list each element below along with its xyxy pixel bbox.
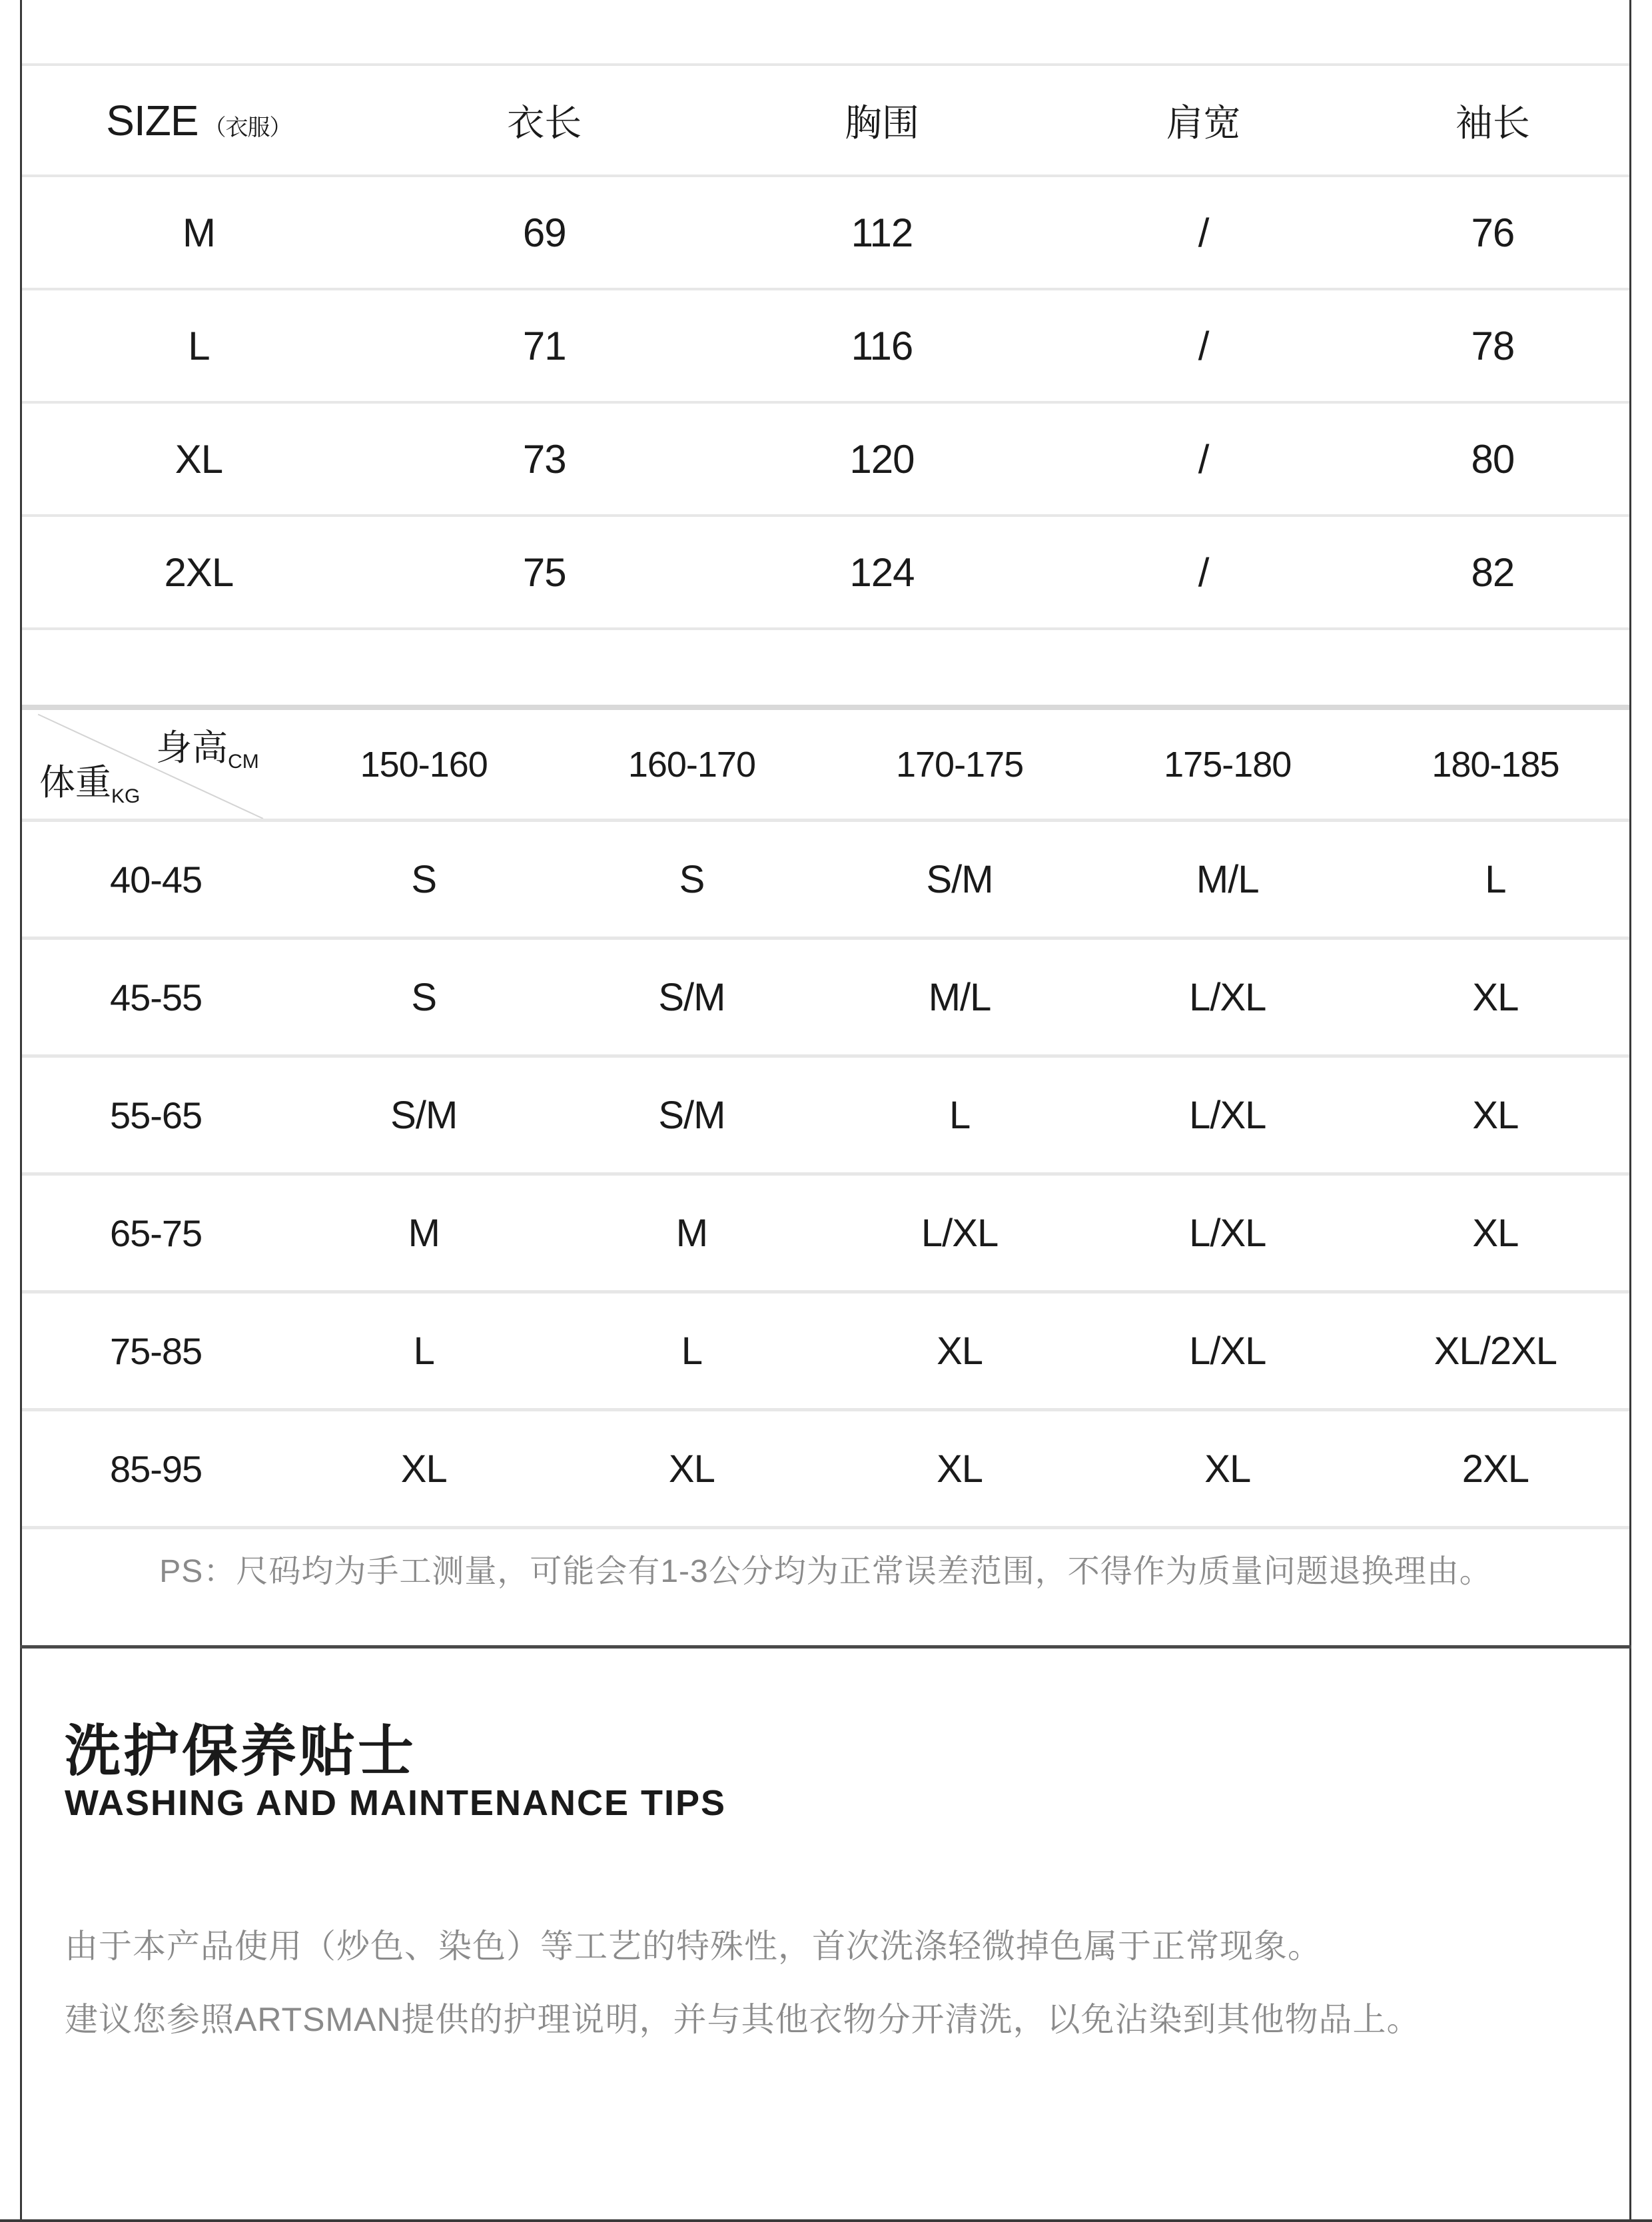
value-cell: 73 [522,436,566,482]
fit-size-cell: XL [400,1447,447,1491]
fit-size-cell: L [1485,857,1506,901]
fit-size-cell: XL [1472,1211,1519,1255]
axis-header-cell [22,710,290,819]
value-cell: / [1198,323,1209,368]
fit-size-cell: M/L [1196,857,1259,901]
measurement-disclaimer-note: PS：尺码均为手工测量，可能会有1-3公分均为正常误差范围，不得作为质量问题退换理由。 [159,1554,1492,1589]
fit-size-cell: L [949,1093,971,1137]
fit-size-cell: L [681,1329,703,1373]
fit-size-cell: S [411,975,437,1019]
size-cell: 2XL [164,550,234,595]
fit-size-cell: L/XL [1189,1329,1266,1373]
size-cell: M [182,210,215,255]
weight-axis-label [39,754,140,808]
section-divider-line [20,1645,1631,1649]
weight-label: 体重 [39,763,111,803]
value-cell: 112 [851,210,913,255]
fit-table-header-row [22,705,1629,819]
size-table-row [22,175,1629,288]
height-unit: CM [228,751,259,773]
weight-range-cell: 40-45 [109,858,203,901]
height-range-header: 150-160 [360,744,488,785]
fit-size-cell: XL/2XL [1434,1329,1557,1373]
value-cell: 120 [849,436,915,482]
height-range-header: 160-170 [627,744,755,785]
size-label: SIZE [106,96,199,145]
weight-range-cell: 55-65 [109,1094,203,1136]
height-axis-label [156,719,259,773]
care-instruction-line: 建议您参照ARTSMAN提供的护理说明，并与其他衣物分开清洗，以免沾染到其他物品上。 [65,2001,1421,2038]
fit-size-cell: L/XL [1189,1211,1266,1255]
fit-size-cell: S/M [658,1093,725,1137]
fit-size-cell: S [411,857,437,901]
value-cell: 124 [849,550,915,595]
value-cell: 76 [1471,210,1515,255]
fit-size-cell: XL [1204,1447,1251,1491]
value-cell: 69 [522,210,566,255]
size-table-row [22,288,1629,401]
size-table-row [22,514,1629,630]
col-header-sleeve: 袖长 [1455,101,1530,144]
value-cell: 116 [851,323,913,368]
fit-size-cell: M [408,1211,440,1255]
size-note: （衣服） [203,115,292,141]
weight-range-cell: 75-85 [109,1329,203,1372]
value-cell: / [1198,210,1209,255]
fit-table-row [22,1408,1629,1529]
value-cell: / [1198,550,1209,595]
fit-size-cell: S/M [658,975,725,1019]
fit-table-row [22,1290,1629,1408]
size-cell: XL [175,436,223,482]
fit-size-cell: S [679,857,705,901]
value-cell: 75 [522,550,566,595]
height-label: 身高 [156,728,228,768]
weight-range-cell: 65-75 [109,1212,203,1254]
fit-size-cell: S/M [390,1093,458,1137]
weight-range-cell: 45-55 [109,976,203,1018]
care-section-subtitle: WASHING AND MAINTENANCE TIPS [65,1783,727,1823]
fit-size-cell: M [675,1211,708,1255]
fit-table-row [22,936,1629,1054]
fit-size-cell: XL [1472,1093,1519,1137]
fit-size-cell: XL [668,1447,715,1491]
fit-table-row [22,1172,1629,1290]
fit-size-cell: M/L [928,975,991,1019]
size-table-row [22,401,1629,514]
size-cell: L [188,323,210,368]
care-section-title: 洗护保养贴士 [65,1720,417,1782]
weight-range-cell: 85-95 [109,1447,203,1490]
fit-size-cell: L [413,1329,434,1373]
care-instruction-line: 由于本产品使用（炒色、染色）等工艺的特殊性，首次洗涤轻微掉色属于正常现象。 [65,1928,1322,1965]
value-cell: / [1198,436,1209,482]
fit-size-cell: XL [937,1447,983,1491]
height-range-header: 175-180 [1164,744,1292,785]
value-cell: 82 [1471,550,1515,595]
fit-size-cell: L/XL [1189,1093,1266,1137]
bottom-frame-border [0,2219,1652,2222]
fit-size-cell: XL [1472,975,1519,1019]
fit-size-cell: 2XL [1461,1447,1529,1491]
fit-size-cell: S/M [926,857,993,901]
fit-table-row [22,819,1629,936]
fit-size-cell: L/XL [921,1211,999,1255]
weight-unit: KG [111,785,141,807]
value-cell: 78 [1471,323,1515,368]
fit-table-row [22,1054,1629,1172]
size-header-cell [22,96,376,145]
col-header-chest: 胸围 [844,101,919,144]
size-table-header-row [22,63,1629,175]
fit-table [22,705,1629,1529]
col-header-shoulder: 肩宽 [1166,101,1241,144]
height-range-header: 180-185 [1432,744,1559,785]
height-range-header: 170-175 [895,744,1024,785]
value-cell: 71 [522,323,566,368]
fit-size-cell: L/XL [1189,975,1266,1019]
fit-size-cell: XL [937,1329,983,1373]
size-table [22,63,1629,630]
col-header-garment-length: 衣长 [507,101,582,144]
value-cell: 80 [1471,436,1515,482]
right-frame-border [1629,0,1631,2222]
